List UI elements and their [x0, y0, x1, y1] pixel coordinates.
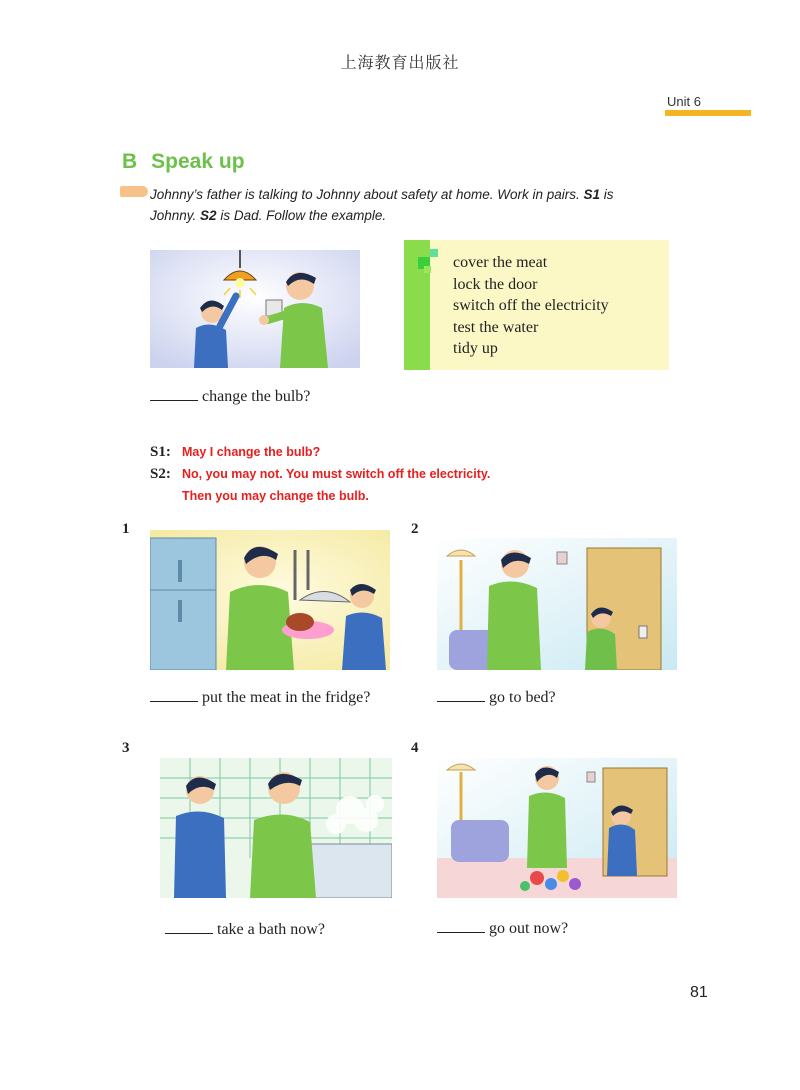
example-question-text: change the bulb? — [202, 388, 311, 405]
exercise-number: 1 — [122, 521, 130, 537]
dialogue-s2 — [150, 466, 490, 483]
instruction-s2: S2 — [200, 208, 217, 223]
instruction-part: Johnny’s father is talking to Johnny about safety at home. Work in pairs. — [150, 187, 584, 202]
phrase-item: cover the meat — [453, 254, 548, 271]
answer-blank — [150, 400, 198, 401]
example-illustration — [150, 250, 360, 368]
exercise-question-text: take a bath now? — [217, 921, 325, 938]
example-question — [150, 388, 310, 406]
exercise-4-question — [437, 920, 568, 938]
decorative-square — [430, 249, 438, 257]
instruction-part: is Johnny. — [150, 187, 614, 223]
dialogue-line: No, you may not. You must switch off the electricity. — [182, 467, 491, 481]
page-number: 81 — [690, 984, 708, 1001]
exercise-number: 3 — [122, 740, 130, 756]
phrase-item: switch off the electricity — [453, 297, 609, 314]
decorative-square — [424, 266, 431, 273]
instruction-marker — [120, 186, 148, 197]
answer-blank — [437, 701, 485, 702]
dialogue-line: Then you may change the bulb. — [182, 489, 369, 503]
phrase-list — [453, 252, 609, 360]
instruction-part: is Dad. Follow the example. — [216, 208, 387, 223]
exercise-question-text: go to bed? — [489, 689, 556, 706]
phrase-item: tidy up — [453, 340, 498, 357]
dialogue-s1 — [150, 444, 320, 461]
speaker-label: S2: — [150, 466, 171, 482]
unit-bar — [665, 110, 751, 116]
exercise-1-question — [150, 689, 370, 707]
exercise-question-text: put the meat in the fridge? — [202, 689, 371, 706]
answer-blank — [165, 933, 213, 934]
instruction-text — [150, 184, 650, 226]
dialogue-line: May I change the bulb? — [182, 445, 321, 459]
exercise-number: 4 — [411, 740, 419, 756]
exercise-3-question — [165, 921, 325, 939]
exercise-2-question — [437, 689, 556, 707]
exercise-1-illustration — [150, 530, 390, 670]
phrase-item: test the water — [453, 318, 539, 336]
section-heading — [122, 150, 245, 174]
exercise-2-illustration — [437, 538, 677, 670]
exercise-number: 2 — [411, 521, 419, 537]
section-title: Speak up — [151, 150, 245, 173]
section-letter: B — [122, 150, 138, 173]
dialogue-s2-cont — [150, 488, 369, 505]
answer-blank — [150, 701, 198, 702]
phrase-item: lock the door — [453, 275, 538, 293]
exercise-4-illustration — [437, 758, 677, 898]
exercise-3-illustration — [160, 758, 392, 898]
publisher-name: 上海教育出版社 — [340, 53, 460, 72]
exercise-question-text: go out now? — [489, 920, 569, 937]
speaker-label: S1: — [150, 444, 171, 460]
instruction-s1: S1 — [583, 187, 600, 202]
answer-blank — [437, 932, 485, 933]
unit-label: Unit 6 — [667, 94, 701, 109]
